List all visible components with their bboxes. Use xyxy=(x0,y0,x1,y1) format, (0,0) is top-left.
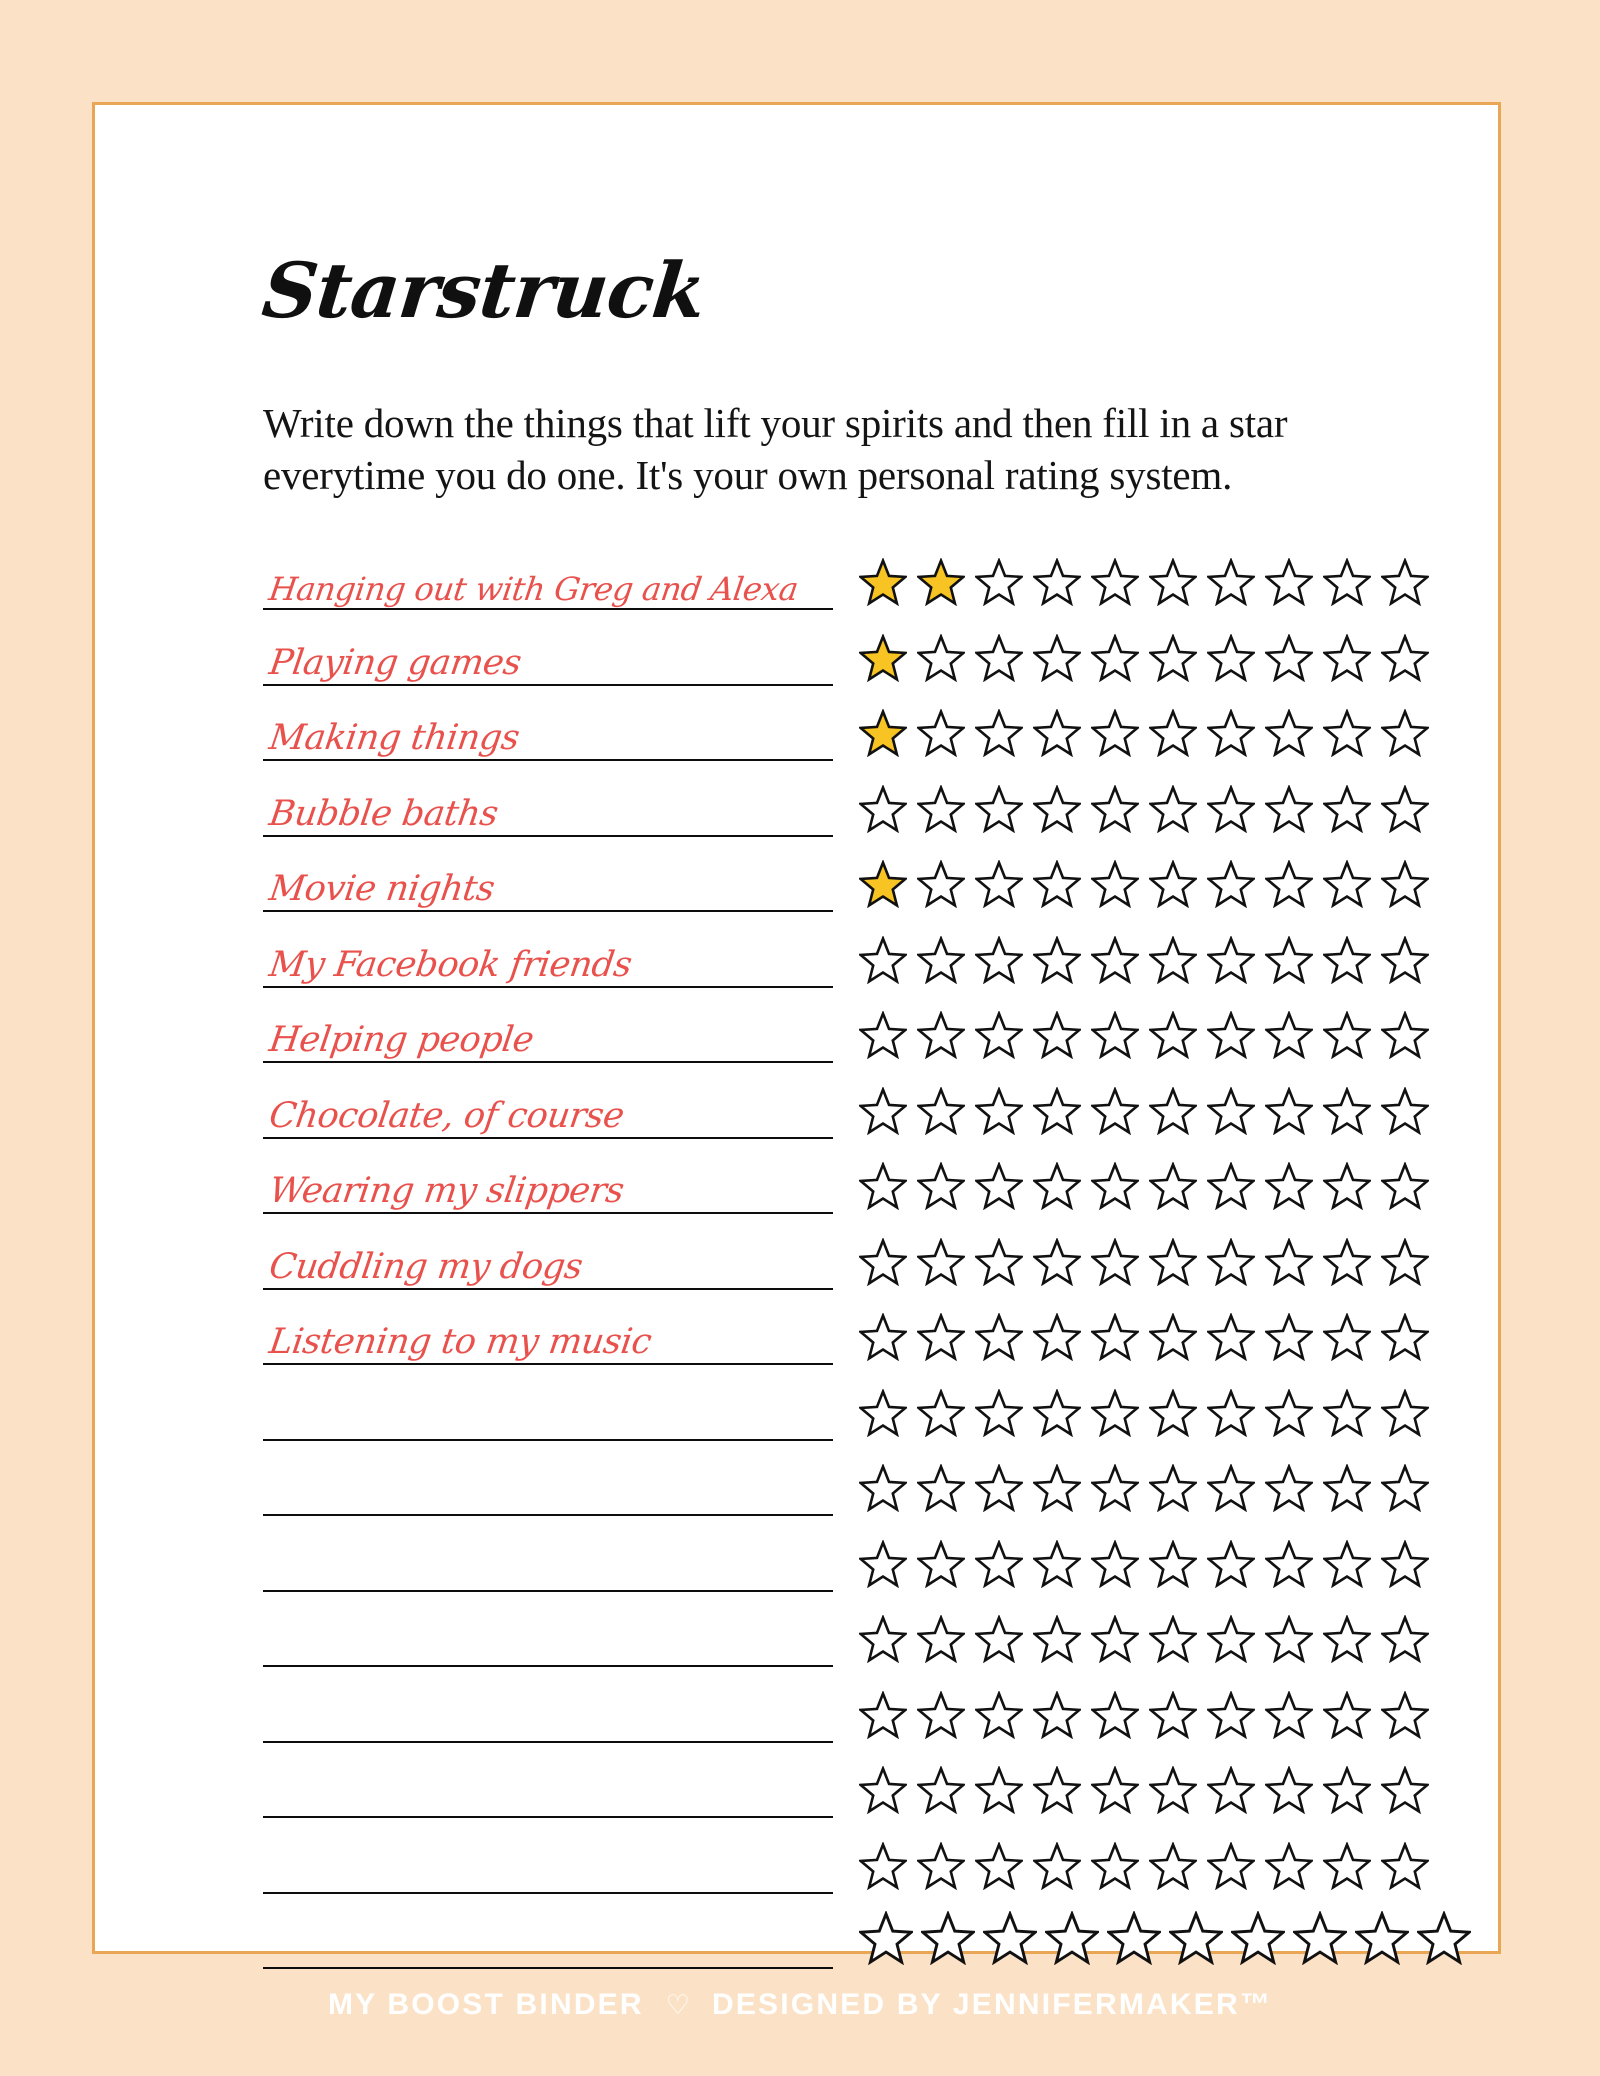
star-empty-icon[interactable] xyxy=(1149,709,1197,757)
star-empty-icon[interactable] xyxy=(859,1464,907,1512)
star-empty-icon[interactable] xyxy=(1323,1540,1371,1588)
rating-row xyxy=(263,769,1533,845)
star-empty-icon[interactable] xyxy=(1265,1238,1313,1286)
star-empty-icon[interactable] xyxy=(1323,558,1371,606)
star-empty-icon[interactable] xyxy=(1323,1389,1371,1437)
star-empty-icon[interactable] xyxy=(1323,1011,1371,1059)
rating-row xyxy=(263,1373,1533,1449)
star-empty-icon[interactable] xyxy=(1091,1464,1139,1512)
star-empty-icon[interactable] xyxy=(1381,709,1429,757)
activity-label: Making things xyxy=(266,718,522,759)
star-empty-icon[interactable] xyxy=(1293,1911,1347,1965)
star-empty-icon[interactable] xyxy=(1265,1087,1313,1135)
activity-entry-cell[interactable] xyxy=(263,1222,841,1298)
star-empty-icon[interactable] xyxy=(1323,1842,1371,1890)
write-in-line xyxy=(263,1439,833,1441)
star-empty-icon[interactable] xyxy=(975,1389,1023,1437)
star-empty-icon[interactable] xyxy=(1091,709,1139,757)
star-rating-group xyxy=(841,936,1533,996)
star-empty-icon[interactable] xyxy=(1323,860,1371,908)
star-rating-group xyxy=(841,1313,1533,1373)
activity-label: Bubble baths xyxy=(266,793,501,834)
activity-label: Helping people xyxy=(266,1020,536,1061)
star-empty-icon[interactable] xyxy=(1033,785,1081,833)
activity-label: Wearing my slippers xyxy=(266,1171,627,1212)
star-empty-icon[interactable] xyxy=(1323,785,1371,833)
rating-row xyxy=(263,1071,1533,1147)
star-empty-icon[interactable] xyxy=(917,1540,965,1588)
star-empty-icon[interactable] xyxy=(1323,1162,1371,1210)
star-empty-icon[interactable] xyxy=(1355,1911,1409,1965)
star-rating-group xyxy=(841,1691,1533,1751)
footer-binder-name: MY BOOST BINDER xyxy=(327,1988,644,2021)
star-empty-icon[interactable] xyxy=(1265,936,1313,984)
star-empty-icon[interactable] xyxy=(975,1238,1023,1286)
star-empty-icon[interactable] xyxy=(917,1389,965,1437)
star-empty-icon[interactable] xyxy=(1149,785,1197,833)
star-empty-icon[interactable] xyxy=(1091,785,1139,833)
star-empty-icon[interactable] xyxy=(1091,558,1139,606)
star-empty-icon[interactable] xyxy=(859,1238,907,1286)
star-empty-icon[interactable] xyxy=(975,1766,1023,1814)
star-rating-group xyxy=(841,1842,1533,1902)
star-rating-group xyxy=(841,860,1533,920)
star-empty-icon[interactable] xyxy=(1033,1766,1081,1814)
star-empty-icon[interactable] xyxy=(1207,785,1255,833)
star-empty-icon[interactable] xyxy=(1265,1464,1313,1512)
star-empty-icon[interactable] xyxy=(1149,634,1197,682)
activity-entry-cell[interactable] xyxy=(263,769,841,845)
star-empty-icon[interactable] xyxy=(1265,1011,1313,1059)
star-empty-icon[interactable] xyxy=(1091,860,1139,908)
star-empty-icon[interactable] xyxy=(1091,1615,1139,1663)
rating-row xyxy=(263,618,1533,694)
star-empty-icon[interactable] xyxy=(1091,1238,1139,1286)
star-empty-icon[interactable] xyxy=(1091,1691,1139,1739)
star-empty-icon[interactable] xyxy=(1381,1464,1429,1512)
rating-row xyxy=(263,543,1533,619)
star-empty-icon[interactable] xyxy=(1033,1464,1081,1512)
star-empty-icon[interactable] xyxy=(859,1011,907,1059)
star-empty-icon[interactable] xyxy=(1265,1389,1313,1437)
rating-row xyxy=(263,1675,1533,1751)
star-empty-icon[interactable] xyxy=(1091,1540,1139,1588)
rating-row xyxy=(263,1298,1533,1374)
activity-entry-cell[interactable] xyxy=(263,1902,841,1978)
star-empty-icon[interactable] xyxy=(859,1766,907,1814)
star-empty-icon[interactable] xyxy=(1381,1691,1429,1739)
activity-label: Hanging out with Greg and Alexa xyxy=(266,570,801,609)
star-empty-icon[interactable] xyxy=(1323,709,1371,757)
star-empty-icon[interactable] xyxy=(975,860,1023,908)
star-empty-icon[interactable] xyxy=(1033,1842,1081,1890)
star-empty-icon[interactable] xyxy=(1091,1842,1139,1890)
star-empty-icon[interactable] xyxy=(1091,1087,1139,1135)
star-empty-icon[interactable] xyxy=(1381,785,1429,833)
star-empty-icon[interactable] xyxy=(1033,558,1081,606)
star-empty-icon[interactable] xyxy=(1149,1464,1197,1512)
star-empty-icon[interactable] xyxy=(1381,1087,1429,1135)
star-empty-icon[interactable] xyxy=(1265,1313,1313,1361)
star-empty-icon[interactable] xyxy=(1265,1615,1313,1663)
star-filled-icon[interactable] xyxy=(859,860,907,908)
star-empty-icon[interactable] xyxy=(859,1162,907,1210)
rating-row xyxy=(263,694,1533,770)
star-empty-icon[interactable] xyxy=(1149,1691,1197,1739)
star-empty-icon[interactable] xyxy=(859,936,907,984)
star-empty-icon[interactable] xyxy=(975,1842,1023,1890)
star-empty-icon[interactable] xyxy=(1323,1238,1371,1286)
activity-entry-cell[interactable] xyxy=(263,920,841,996)
star-empty-icon[interactable] xyxy=(1149,1842,1197,1890)
star-empty-icon[interactable] xyxy=(1207,1162,1255,1210)
star-empty-icon[interactable] xyxy=(1323,1615,1371,1663)
activity-entry-cell[interactable] xyxy=(263,618,841,694)
star-empty-icon[interactable] xyxy=(859,1389,907,1437)
star-empty-icon[interactable] xyxy=(917,1842,965,1890)
write-in-line xyxy=(263,1892,833,1894)
star-empty-icon[interactable] xyxy=(859,1615,907,1663)
write-in-line xyxy=(263,759,833,761)
page-footer xyxy=(0,1980,1600,2076)
star-empty-icon[interactable] xyxy=(975,936,1023,984)
star-empty-icon[interactable] xyxy=(917,1313,965,1361)
write-in-line xyxy=(263,1816,833,1818)
activity-entry-cell[interactable] xyxy=(263,1147,841,1223)
star-empty-icon[interactable] xyxy=(917,1011,965,1059)
rating-row xyxy=(263,1222,1533,1298)
write-in-line xyxy=(263,1741,833,1743)
star-empty-icon[interactable] xyxy=(1149,558,1197,606)
star-empty-icon[interactable] xyxy=(1033,1540,1081,1588)
activity-entry-cell[interactable] xyxy=(263,1373,841,1449)
star-empty-icon[interactable] xyxy=(1265,785,1313,833)
star-empty-icon[interactable] xyxy=(1149,1766,1197,1814)
star-empty-icon[interactable] xyxy=(1091,1162,1139,1210)
star-empty-icon[interactable] xyxy=(1149,1162,1197,1210)
star-rating-group xyxy=(841,558,1533,618)
star-empty-icon[interactable] xyxy=(1207,1766,1255,1814)
activity-label: My Facebook friends xyxy=(266,944,635,985)
star-empty-icon[interactable] xyxy=(1323,1313,1371,1361)
star-empty-icon[interactable] xyxy=(1265,1842,1313,1890)
star-empty-icon[interactable] xyxy=(1169,1911,1223,1965)
activity-entry-cell[interactable] xyxy=(263,1600,841,1676)
star-empty-icon[interactable] xyxy=(1149,1540,1197,1588)
star-empty-icon[interactable] xyxy=(975,1313,1023,1361)
star-empty-icon[interactable] xyxy=(1033,1162,1081,1210)
star-empty-icon[interactable] xyxy=(1033,634,1081,682)
star-empty-icon[interactable] xyxy=(1265,709,1313,757)
star-filled-icon[interactable] xyxy=(859,709,907,757)
star-empty-icon[interactable] xyxy=(1207,1615,1255,1663)
star-empty-icon[interactable] xyxy=(1207,1464,1255,1512)
star-empty-icon[interactable] xyxy=(1323,634,1371,682)
star-empty-icon[interactable] xyxy=(1207,1842,1255,1890)
activity-entry-cell[interactable] xyxy=(263,1071,841,1147)
star-empty-icon[interactable] xyxy=(1381,860,1429,908)
star-empty-icon[interactable] xyxy=(1381,1389,1429,1437)
star-empty-icon[interactable] xyxy=(859,1842,907,1890)
star-empty-icon[interactable] xyxy=(1207,1389,1255,1437)
star-empty-icon[interactable] xyxy=(1149,1087,1197,1135)
star-empty-icon[interactable] xyxy=(1033,936,1081,984)
star-empty-icon[interactable] xyxy=(1149,860,1197,908)
star-empty-icon[interactable] xyxy=(1033,1238,1081,1286)
star-empty-icon[interactable] xyxy=(917,1238,965,1286)
star-empty-icon[interactable] xyxy=(1033,709,1081,757)
star-empty-icon[interactable] xyxy=(1381,1011,1429,1059)
star-empty-icon[interactable] xyxy=(1091,936,1139,984)
star-empty-icon[interactable] xyxy=(975,1691,1023,1739)
rating-row xyxy=(263,1524,1533,1600)
star-empty-icon[interactable] xyxy=(1149,936,1197,984)
write-in-line xyxy=(263,986,833,988)
star-empty-icon[interactable] xyxy=(1149,1238,1197,1286)
rating-row xyxy=(263,1147,1533,1223)
star-empty-icon[interactable] xyxy=(1381,1313,1429,1361)
star-empty-icon[interactable] xyxy=(1207,1238,1255,1286)
star-empty-icon[interactable] xyxy=(975,1464,1023,1512)
star-empty-icon[interactable] xyxy=(1207,860,1255,908)
star-empty-icon[interactable] xyxy=(1033,1011,1081,1059)
star-empty-icon[interactable] xyxy=(1033,1313,1081,1361)
activity-entry-cell[interactable] xyxy=(263,845,841,921)
write-in-line xyxy=(263,1212,833,1214)
star-empty-icon[interactable] xyxy=(975,1162,1023,1210)
write-in-line xyxy=(263,608,833,610)
intro-instructions: Write down the things that lift your spirits and then fill in a star everytime you do one. It's your own personal rating system. xyxy=(263,400,1288,499)
star-empty-icon[interactable] xyxy=(1265,1540,1313,1588)
star-rating-group xyxy=(841,1011,1533,1071)
star-empty-icon[interactable] xyxy=(1381,1238,1429,1286)
star-rating-group xyxy=(841,1464,1533,1524)
star-empty-icon[interactable] xyxy=(1091,1389,1139,1437)
activity-entry-cell[interactable] xyxy=(263,1298,841,1374)
star-empty-icon[interactable] xyxy=(1323,1464,1371,1512)
rating-row xyxy=(263,1826,1533,1902)
star-filled-icon[interactable] xyxy=(859,558,907,606)
star-rating-group xyxy=(841,1911,1533,1977)
worksheet-content xyxy=(258,246,1533,1977)
star-empty-icon[interactable] xyxy=(1207,936,1255,984)
write-in-line xyxy=(263,1514,833,1516)
star-empty-icon[interactable] xyxy=(1107,1911,1161,1965)
write-in-line xyxy=(263,1665,833,1667)
write-in-line xyxy=(263,835,833,837)
star-empty-icon[interactable] xyxy=(921,1911,975,1965)
write-in-line xyxy=(263,1061,833,1063)
footer-credit: DESIGNED BY JENNIFERMAKER™ xyxy=(711,1988,1273,2021)
star-empty-icon[interactable] xyxy=(1091,634,1139,682)
star-empty-icon[interactable] xyxy=(859,1313,907,1361)
activity-entry-cell[interactable] xyxy=(263,996,841,1072)
write-in-line xyxy=(263,684,833,686)
star-empty-icon[interactable] xyxy=(1265,1766,1313,1814)
star-empty-icon[interactable] xyxy=(917,860,965,908)
star-empty-icon[interactable] xyxy=(917,709,965,757)
heart-icon: ♡ xyxy=(665,1990,690,2020)
star-empty-icon[interactable] xyxy=(1207,1087,1255,1135)
activity-entry-cell[interactable] xyxy=(263,1826,841,1902)
star-empty-icon[interactable] xyxy=(1149,1011,1197,1059)
rating-row xyxy=(263,920,1533,996)
star-empty-icon[interactable] xyxy=(1323,1766,1371,1814)
star-empty-icon[interactable] xyxy=(1033,860,1081,908)
star-rating-group xyxy=(841,1540,1533,1600)
rating-rows-list xyxy=(263,543,1533,1978)
star-empty-icon[interactable] xyxy=(975,1011,1023,1059)
star-empty-icon[interactable] xyxy=(1265,634,1313,682)
star-empty-icon[interactable] xyxy=(1149,1313,1197,1361)
worksheet-card xyxy=(92,102,1501,1954)
star-empty-icon[interactable] xyxy=(859,1691,907,1739)
activity-entry-cell[interactable] xyxy=(263,1751,841,1827)
star-empty-icon[interactable] xyxy=(1265,558,1313,606)
activity-label: Movie nights xyxy=(266,869,497,910)
write-in-line xyxy=(263,910,833,912)
star-empty-icon[interactable] xyxy=(1381,1162,1429,1210)
star-empty-icon[interactable] xyxy=(1033,1691,1081,1739)
star-empty-icon[interactable] xyxy=(975,1087,1023,1135)
activity-label: Listening to my music xyxy=(266,1322,654,1363)
star-empty-icon[interactable] xyxy=(1033,1087,1081,1135)
activity-entry-cell[interactable] xyxy=(263,694,841,770)
star-empty-icon[interactable] xyxy=(1231,1911,1285,1965)
star-rating-group xyxy=(841,785,1533,845)
star-empty-icon[interactable] xyxy=(1381,1766,1429,1814)
star-empty-icon[interactable] xyxy=(1149,1615,1197,1663)
star-empty-icon[interactable] xyxy=(1265,1691,1313,1739)
rating-row xyxy=(263,1600,1533,1676)
star-empty-icon[interactable] xyxy=(975,558,1023,606)
star-empty-icon[interactable] xyxy=(1033,1389,1081,1437)
star-empty-icon[interactable] xyxy=(859,1087,907,1135)
star-empty-icon[interactable] xyxy=(1381,936,1429,984)
rating-row xyxy=(263,1751,1533,1827)
star-empty-icon[interactable] xyxy=(1381,1615,1429,1663)
star-rating-group xyxy=(841,1389,1533,1449)
star-empty-icon[interactable] xyxy=(1207,709,1255,757)
star-empty-icon[interactable] xyxy=(975,1540,1023,1588)
rating-row xyxy=(263,996,1533,1072)
star-rating-group xyxy=(841,1766,1533,1826)
write-in-line xyxy=(263,1137,833,1139)
star-filled-icon[interactable] xyxy=(859,634,907,682)
star-empty-icon[interactable] xyxy=(975,785,1023,833)
star-empty-icon[interactable] xyxy=(1381,634,1429,682)
activity-entry-cell[interactable] xyxy=(263,1524,841,1600)
star-empty-icon[interactable] xyxy=(1207,1540,1255,1588)
star-rating-group xyxy=(841,1162,1533,1222)
star-empty-icon[interactable] xyxy=(1207,558,1255,606)
star-empty-icon[interactable] xyxy=(1207,634,1255,682)
star-empty-icon[interactable] xyxy=(1265,1162,1313,1210)
star-empty-icon[interactable] xyxy=(917,936,965,984)
star-empty-icon[interactable] xyxy=(983,1911,1037,1965)
activity-entry-cell[interactable] xyxy=(263,1449,841,1525)
star-empty-icon[interactable] xyxy=(1323,936,1371,984)
star-empty-icon[interactable] xyxy=(917,785,965,833)
star-empty-icon[interactable] xyxy=(917,1615,965,1663)
star-rating-group xyxy=(841,1087,1533,1147)
star-empty-icon[interactable] xyxy=(917,1766,965,1814)
star-empty-icon[interactable] xyxy=(859,1911,913,1965)
star-empty-icon[interactable] xyxy=(1045,1911,1099,1965)
star-empty-icon[interactable] xyxy=(917,1162,965,1210)
star-empty-icon[interactable] xyxy=(1323,1691,1371,1739)
star-empty-icon[interactable] xyxy=(975,1615,1023,1663)
star-empty-icon[interactable] xyxy=(1381,558,1429,606)
star-empty-icon[interactable] xyxy=(975,709,1023,757)
star-empty-icon[interactable] xyxy=(859,1540,907,1588)
star-filled-icon[interactable] xyxy=(917,558,965,606)
star-rating-group xyxy=(841,709,1533,769)
star-empty-icon[interactable] xyxy=(1091,1766,1139,1814)
star-empty-icon[interactable] xyxy=(1091,1011,1139,1059)
write-in-line xyxy=(263,1967,833,1969)
star-empty-icon[interactable] xyxy=(1207,1691,1255,1739)
rating-row xyxy=(263,845,1533,921)
activity-entry-cell[interactable] xyxy=(263,543,841,619)
activity-label: Cuddling my dogs xyxy=(266,1246,585,1287)
star-empty-icon[interactable] xyxy=(1265,860,1313,908)
star-empty-icon[interactable] xyxy=(1149,1389,1197,1437)
activity-entry-cell[interactable] xyxy=(263,1675,841,1751)
star-empty-icon[interactable] xyxy=(917,634,965,682)
star-empty-icon[interactable] xyxy=(975,634,1023,682)
star-empty-icon[interactable] xyxy=(1323,1087,1371,1135)
star-rating-group xyxy=(841,1615,1533,1675)
star-empty-icon[interactable] xyxy=(917,1464,965,1512)
star-empty-icon[interactable] xyxy=(859,785,907,833)
star-empty-icon[interactable] xyxy=(1417,1911,1471,1965)
activity-label: Playing games xyxy=(266,642,524,683)
star-empty-icon[interactable] xyxy=(1207,1011,1255,1059)
write-in-line xyxy=(263,1590,833,1592)
write-in-line xyxy=(263,1288,833,1290)
star-empty-icon[interactable] xyxy=(1091,1313,1139,1361)
activity-label: Chocolate, of course xyxy=(266,1095,627,1136)
write-in-line xyxy=(263,1363,833,1365)
rating-row xyxy=(263,1449,1533,1525)
rating-row xyxy=(263,1902,1533,1978)
star-rating-group xyxy=(841,1238,1533,1298)
page-title: Starstruck xyxy=(258,246,710,335)
star-empty-icon[interactable] xyxy=(917,1691,965,1739)
star-empty-icon[interactable] xyxy=(1033,1615,1081,1663)
star-empty-icon[interactable] xyxy=(1381,1842,1429,1890)
star-rating-group xyxy=(841,634,1533,694)
star-empty-icon[interactable] xyxy=(917,1087,965,1135)
star-empty-icon[interactable] xyxy=(1381,1540,1429,1588)
star-empty-icon[interactable] xyxy=(1207,1313,1255,1361)
